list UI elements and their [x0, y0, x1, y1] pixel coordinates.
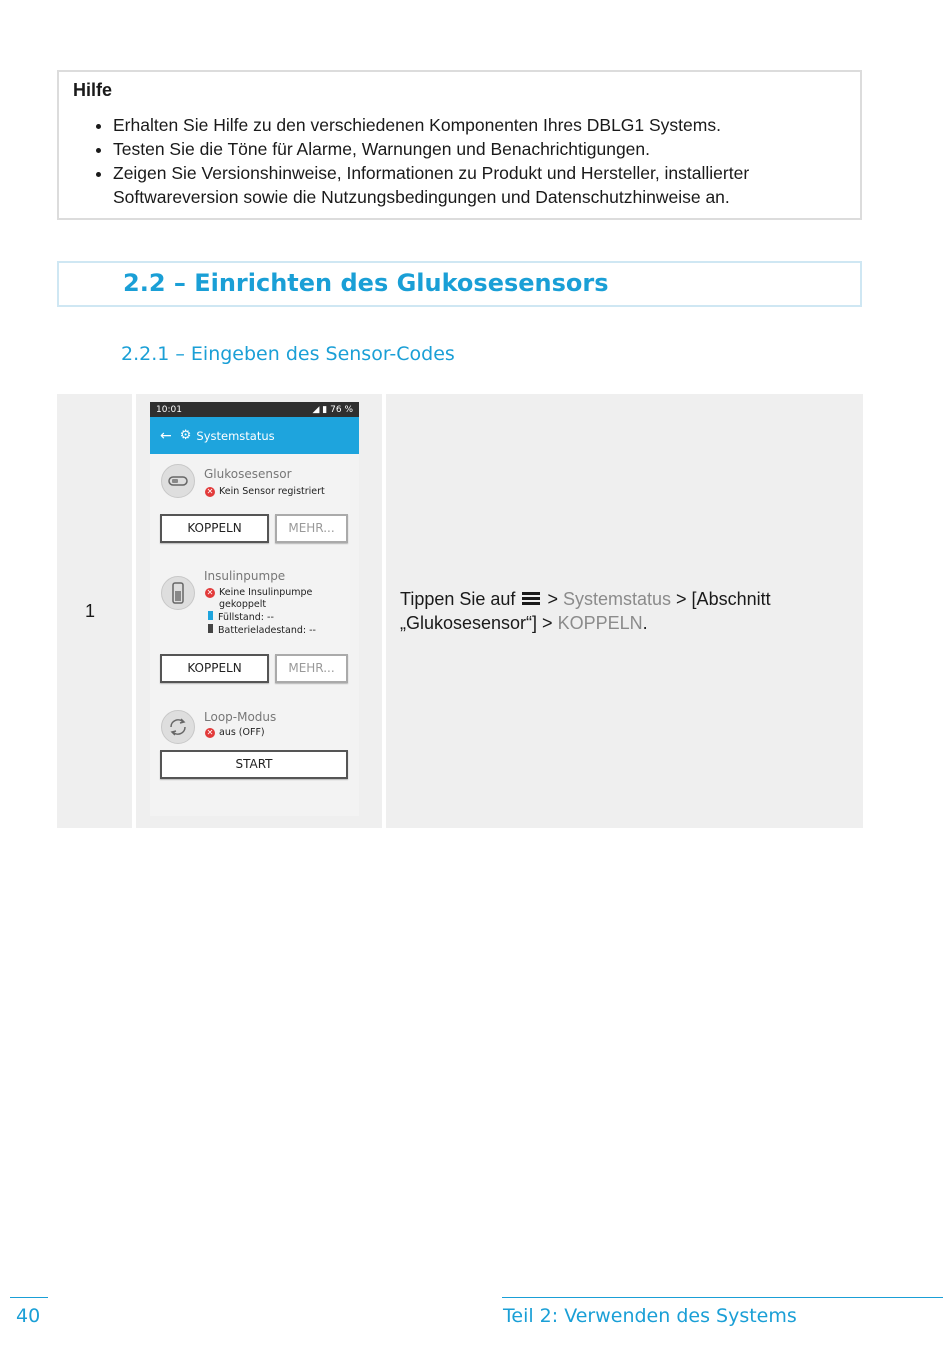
loop-start-button[interactable]: START	[160, 750, 348, 779]
glucose-sensor-status	[205, 486, 325, 498]
pump-more-button[interactable]: MEHR...	[275, 654, 348, 683]
glucose-sensor-status-text: Kein Sensor registriert	[219, 486, 325, 497]
pump-fill-level: Füllstand: --	[218, 612, 274, 623]
phone-app-bar	[150, 417, 359, 454]
pump-icon	[161, 576, 195, 610]
help-list	[73, 113, 846, 209]
subsection-title: 2.2.1 – Eingeben des Sensor-Codes	[121, 343, 455, 365]
fill-level-icon	[208, 611, 213, 620]
pump-glyph	[162, 577, 194, 609]
help-item: • Erhalten Sie Hilfe zu den verschiedenen Komponenten Ihres DBLG1 Systems.	[113, 113, 846, 137]
systemstatus-reference: Systemstatus	[562, 589, 672, 609]
step-number: 1	[85, 601, 96, 621]
instruction-text: .	[642, 613, 648, 633]
loop-mode-name: Loop-Modus	[204, 710, 277, 724]
signal-icon: ◢	[312, 404, 320, 415]
loop-glyph	[162, 711, 194, 743]
help-title: Hilfe	[73, 80, 113, 100]
phone-screenshot	[150, 402, 359, 816]
section-title: 2.2 – Einrichten des Glukosesensors	[123, 269, 609, 297]
error-icon: ✕	[206, 728, 214, 737]
insulin-pump-section	[150, 560, 359, 688]
phone-battery: 76 %	[330, 404, 353, 415]
error-icon: ✕	[206, 588, 214, 597]
phone-time: 10:01	[156, 404, 182, 415]
footer-rule-right	[502, 1297, 943, 1298]
phone-battery-indicator	[313, 405, 354, 415]
glucose-sensor-section	[150, 458, 359, 548]
help-item: • Testen Sie die Töne für Alarme, Warnungen und Benachrichtigungen.	[113, 137, 846, 161]
help-box	[57, 70, 862, 220]
section-heading-box	[57, 261, 862, 307]
footer-title: Teil 2: Verwenden des Systems	[503, 1305, 797, 1327]
step-number-cell	[57, 394, 132, 828]
loop-mode-section	[150, 702, 359, 797]
loop-mode-status	[205, 727, 265, 739]
glucose-more-button[interactable]: MEHR...	[275, 514, 348, 543]
glucose-sensor-name: Glukosesensor	[204, 467, 292, 481]
gear-icon: ⚙	[179, 428, 192, 443]
sensor-icon	[161, 464, 195, 498]
phone-status-bar	[150, 402, 359, 417]
loop-mode-status-text: aus (OFF)	[219, 727, 265, 738]
back-arrow-icon[interactable]: ←	[160, 427, 172, 444]
menu-icon	[522, 592, 540, 606]
step-image-cell	[136, 394, 382, 828]
footer-rule-left	[10, 1297, 48, 1298]
help-item: • Zeigen Sie Versionshinweise, Informationen zu Produkt und Hersteller, installierter Softwareversion sowie die Nutzungsbedingungen und Datenschutzhinweise an.	[113, 161, 846, 209]
instruction-text: Tippen Sie auf	[400, 589, 516, 609]
pump-battery-level: Batterieladestand: --	[218, 625, 316, 636]
pump-status-line1: Keine Insulinpumpe	[219, 587, 313, 598]
insulin-pump-status	[205, 587, 316, 637]
glucose-pair-button[interactable]: KOPPELN	[160, 514, 269, 543]
instruction-text: > [Abschnitt „Glukosesensor“] >	[400, 589, 771, 633]
error-icon: ✕	[206, 487, 214, 496]
sensor-glyph	[162, 465, 194, 497]
page-number: 40	[16, 1305, 41, 1327]
screen-title: Systemstatus	[196, 428, 275, 443]
step-table	[57, 394, 863, 828]
pump-pair-button[interactable]: KOPPELN	[160, 654, 269, 683]
step-instruction	[400, 587, 840, 635]
insulin-pump-name: Insulinpumpe	[204, 569, 286, 583]
step-instruction-cell	[386, 394, 863, 828]
battery-icon: ▮	[322, 404, 328, 415]
pump-status-line2: gekoppelt	[219, 599, 267, 610]
koppeln-reference: KOPPELN	[557, 613, 643, 633]
instruction-text: >	[547, 589, 558, 609]
loop-icon	[161, 710, 195, 744]
battery-level-icon	[208, 624, 213, 633]
